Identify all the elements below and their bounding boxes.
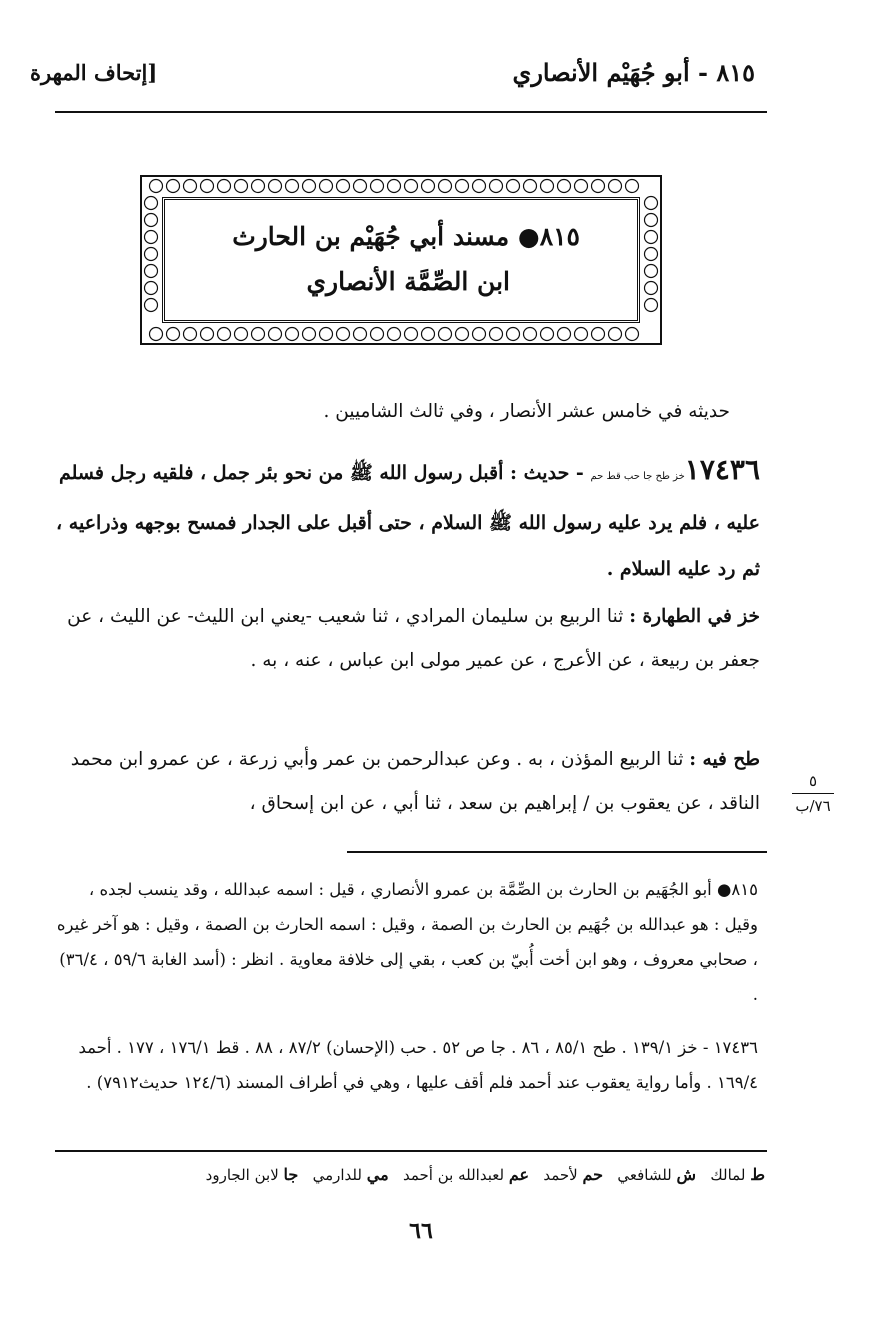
running-head-right: ٨١٥ - أبو جُهَيْم الأنصاري bbox=[512, 58, 755, 87]
page-number: ٦٦ bbox=[409, 1218, 433, 1244]
chain-lead: طح فيه : bbox=[689, 749, 760, 770]
footnote-1: ٨١٥● أبو الجُهَيم بن الحارث بن الصِّمَّة بن عمرو الأنصاري ، قيل : اسمه عبدالله ، وقد ينسب لجده ، وقيل : هو عبدالله بن جُهَيم بن الحارث بن الصمة ، وقيل : اسمه الحارث بن الصمة ، وقيل : هو آخر غيره ، صحابي معروف ، وهو ابن أخت أُبيّ بن كعب ، بقي إلى خلافة معاوية . انظر : (أسد الغابة ٥٩/٦ ، ٣٦/٤) . bbox=[56, 880, 758, 1004]
hadith-number: ١٧٤٣٦ bbox=[684, 453, 760, 486]
running-head-left: [إتحاف المهرة bbox=[30, 60, 158, 85]
margin-manuscript-ref bbox=[792, 772, 834, 815]
footnote-2: ١٧٤٣٦ - خز ١٣٩/١ . طح ٨٥/١ ، ٨٦ . جا ص ٥٢ . حب (الإحسان) ٨٧/٢ ، ٨٨ . قط ١٧٦/١ ، ١٧٧ . أحمد ١٦٩/٤ . وأما رواية يعقوب عند أحمد فلم أقف عليها ، وهي في أطراف المسند (١٢٤/٦ حديث٧٩١٢) . bbox=[78, 1038, 758, 1092]
margin-folio: ٧٦/ب bbox=[795, 797, 831, 815]
abbreviation-legend bbox=[57, 1165, 765, 1184]
chain-paragraph-1 bbox=[55, 595, 760, 683]
intro-paragraph: حديثه في خامس عشر الأنصار ، وفي ثالث الشاميين . bbox=[323, 401, 730, 422]
legend-item: ط لمالك bbox=[710, 1165, 765, 1184]
musnad-title-line1: ٨١٥● مسند أبي جُهَيْم بن الحارث bbox=[232, 222, 580, 251]
legend-item: ش للشافعي bbox=[617, 1165, 697, 1184]
chain-paragraph-2 bbox=[55, 738, 760, 826]
title-frame-inner bbox=[162, 197, 640, 323]
chain-lead: خز في الطهارة : bbox=[629, 606, 760, 627]
legend-item: مي للدارمي bbox=[312, 1165, 389, 1184]
chain-text: ثنا الربيع المؤذن ، به . وعن عبدالرحمن بن عمر وأبي زرعة ، عن عمرو ابن محمد الناقد ، عن يعقوب بن / إبراهيم بن سعد ، ثنا أبي ، عن ابن إسحاق ، bbox=[70, 749, 760, 814]
legend-item: عم لعبدالله بن أحمد bbox=[402, 1165, 530, 1184]
margin-line-number: ٥ bbox=[808, 772, 818, 790]
hadith-text: - حديث : أقبل رسول الله ﷺ من نحو بئر جمل ، فلقيه رجل فسلم عليه ، فلم يرد عليه رسول الله ﷺ السلام ، حتى أقبل على الجدار فمسح بوجهه وذراعيه ، ثم رد عليه السلام . bbox=[56, 462, 760, 580]
hadith-paragraph bbox=[40, 447, 760, 592]
legend-divider bbox=[55, 1150, 767, 1152]
legend-item: حم لأحمد bbox=[543, 1165, 604, 1184]
footnote-divider bbox=[347, 851, 767, 853]
chain-text: ثنا الربيع بن سليمان المرادي ، ثنا شعيب -يعني ابن الليث- عن الليث ، عن جعفر بن ربيعة ، عن الأعرج ، عن عمير مولى ابن عباس ، عنه ، به . bbox=[67, 606, 760, 671]
hadith-source-abbrevs: خز طح جا حب قط حم bbox=[590, 471, 685, 482]
legend-item: جا لابن الجارود bbox=[205, 1165, 299, 1184]
margin-divider bbox=[792, 793, 834, 794]
musnad-title-line2: ابن الصِّمَّة الأنصاري bbox=[306, 267, 510, 296]
header-divider bbox=[55, 111, 767, 113]
